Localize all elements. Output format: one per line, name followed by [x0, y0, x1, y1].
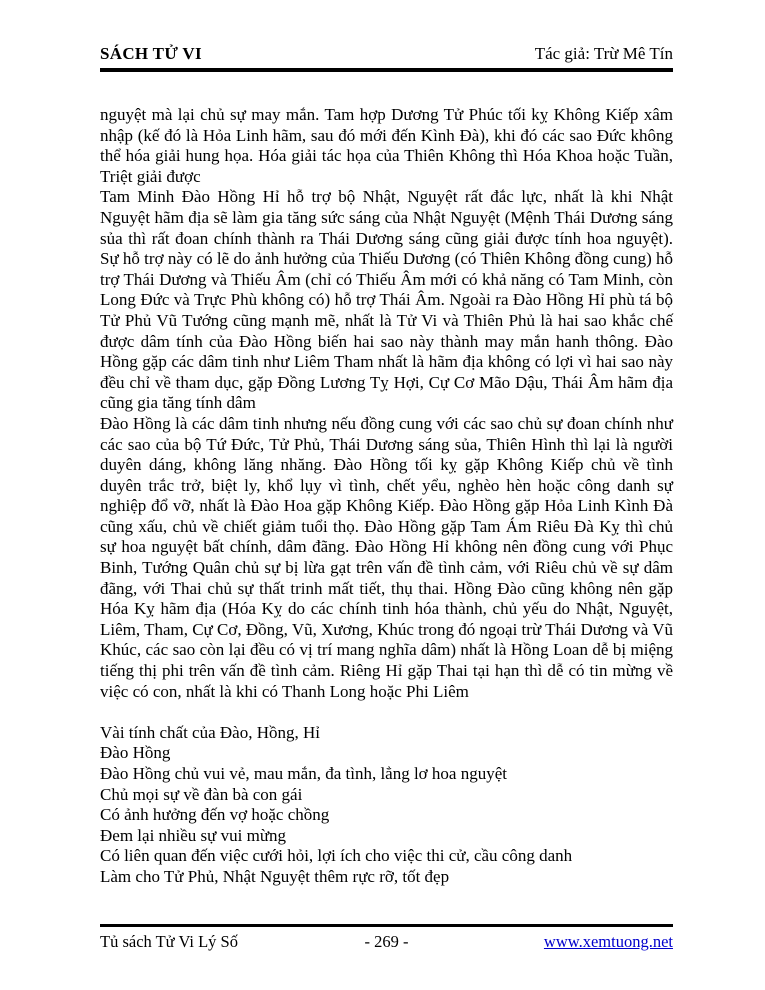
trait-line: Làm cho Tử Phủ, Nhật Nguyệt thêm rực rỡ, tốt đẹp [100, 866, 450, 886]
body-paragraph: Tam Minh Đào Hồng Hỉ hỗ trợ bộ Nhật, Nguyệt rất đắc lực, nhất là khi Nhật Nguyệt hãm địa sẽ làm gia tăng sức sáng của Nhật Nguyệt (Mệnh Thái Dương sáng sủa thì rất đoan chính thành ra Thái Dương sáng cũng giải được tính hoa nguyệt). Sự hỗ trợ này có lẽ do ảnh hưởng của Thiếu Dương (có Thiên Không đồng cung) hỗ trợ Thái Dương và Thiếu Âm (chỉ có Thiếu Âm mới có khả năng có Tam Minh, còn Long Đức và Trực Phù không có) hỗ trợ Thái Âm. Ngoài ra Đào Hồng Hỉ phù tá bộ Tử Phủ Vũ Tướng cũng mạnh mẽ, nhất là Tử Vi và Thiên Phủ là hai sao khắc chế được dâm tính của Đào Hồng biến hai sao này thành may mắn hanh thông. Đào Hồng gặp các dâm tinh như Liêm Tham nhất là hãm địa không có lợi vì hai sao này đều chỉ về tham dục, gặp Đồng Lương Tỵ Hợi, Cự Cơ Mão Dậu, Thái Âm hãm địa cũng gia tăng tính dâm [100, 187, 673, 413]
traits-section [100, 723, 673, 888]
trait-line: Đào Hồng chủ vui vẻ, mau mắn, đa tình, lẳng lơ hoa nguyệt [100, 764, 507, 783]
trait-line: Đem lại nhiều sự vui mừng [100, 825, 287, 845]
body-paragraph: Đào Hồng là các dâm tinh nhưng nếu đồng cung với các sao chủ sự đoan chính như các sao của bộ Tứ Đức, Tử Phủ, Thái Dương sáng sủa, Thiên Hình thì lại là người duyên dáng, không lăng nhăng. Đào Hồng tối kỵ gặp Không Kiếp chủ về tình duyên trắc trở, biệt ly, khổ lụy vì tình, chết yểu, nghèo hèn hoặc công danh sự nghiệp đổ vỡ, nhất là Đào Hoa gặp Không Kiếp. Đào Hồng gặp Hỏa Linh Kình Đà cũng xấu, chủ về chiết giảm tuổi thọ. Đào Hồng gặp Tam Ám Riêu Đà Kỵ thì chủ sự hoa nguyệt bất chính, dâm đãng. Đào Hồng Hỉ không nên đồng cung với Phục Binh, Tướng Quân chủ sự bị lừa gạt trên vấn đề tình cảm, với Riêu chủ về sự dâm đãng, với Thai chủ sự thất trinh mất tiết, thụ thai. Hồng Đào cũng không nên gặp Hóa Kỵ hãm địa (Hóa Kỵ do các chính tinh hóa thành, chủ yếu do Nhật, Nguyệt, Liêm, Tham, Cự Cơ, Đồng, Vũ, Xương, Khúc trong đó ngoại trừ Thái Dương và Vũ Khúc, các sao còn lại đều có vị trí mang nghĩa dâm) nhất là Hồng Loan dễ bị miệng tiếng thị phi trên vấn đề tình cảm. Riêng Hỉ gặp Thai tại hạn thì dễ có tin mừng về việc có con, nhất là khi có Thanh Long hoặc Phi Liêm [100, 413, 673, 701]
traits-section-title: Vài tính chất của Đào, Hồng, Hỉ [100, 722, 320, 742]
footer-series-title: Tủ sách Tử Vi Lý Số [100, 932, 238, 951]
trait-line: Có liên quan đến việc cưới hỏi, lợi ích cho việc thi cử, cầu công danh [100, 846, 573, 866]
trait-line: Chủ mọi sự về đàn bà con gái [100, 784, 303, 804]
trait-line: Có ảnh hưởng đến vợ hoặc chồng [100, 805, 330, 825]
book-title: SÁCH TỬ VI [100, 44, 202, 63]
traits-subheading: Đào Hồng [100, 743, 171, 763]
website-link[interactable]: www.xemtuong.net [543, 932, 673, 951]
author-credit: Tác giả: Trừ Mê Tín [534, 44, 673, 63]
page-footer [100, 924, 673, 952]
page-content [100, 0, 673, 888]
page-number: - 269 - [364, 932, 409, 951]
page-header [100, 0, 673, 72]
page-body [100, 105, 673, 888]
body-paragraph: nguyệt mà lại chủ sự may mắn. Tam hợp Dương Tử Phúc tối kỵ Không Kiếp xâm nhập (kế đó là Hỏa Linh hãm, sau đó mới đến Kình Đà), khi đó các sao Đức không thể hóa giải hung họa. Hóa giải tác họa của Thiên Không thì Hóa Khoa hoặc Tuần, Triệt giải được [100, 105, 673, 186]
